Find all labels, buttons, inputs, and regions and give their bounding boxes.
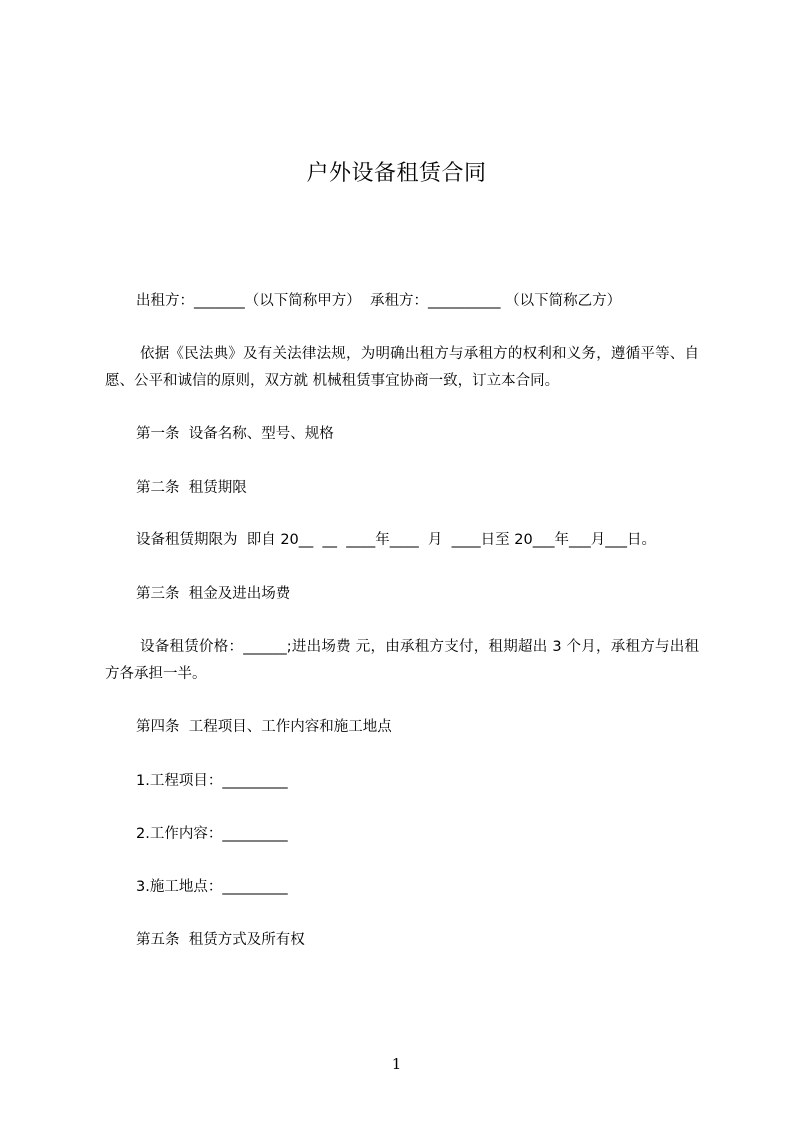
article-4-item-2: 2.工作内容：_________ (136, 826, 288, 842)
article-4-item-3: 3.施工地点：_________ (136, 879, 288, 895)
document-title: 户外设备租赁合同 (306, 160, 487, 186)
parties-line: 出租方：_______（以下简称甲方） 承租方：__________ （以下简称乙方） (136, 293, 622, 309)
page-number: 1 (391, 1055, 402, 1073)
article-4-heading: 第四条 工程项目、工作内容和施工地点 (136, 719, 392, 735)
article-1-heading: 第一条 设备名称、型号、规格 (136, 426, 334, 442)
article-4-item-1: 1.工程项目：_________ (136, 773, 288, 789)
article-2-heading: 第二条 租赁期限 (136, 480, 247, 496)
article-5-heading: 第五条 租赁方式及所有权 (136, 932, 305, 948)
intro-paragraph: 依据《民法典》及有关法律法规，为明确出租方与承租方的权利和义务，遵循平等、自愿、公平和诚信的原则，双方就 机械租赁事宜协商一致，订立本合同。 (105, 346, 699, 389)
article-3-heading: 第三条 租金及进出场费 (136, 586, 291, 602)
article-2-text: 设备租赁期限为 即自 20__ __ ____年____ 月 ____日至 20___年___月___日。 (136, 532, 656, 548)
article-3-paragraph: 设备租赁价格：______;进出场费 元，由承租方支付，租期超出 3 个月，承租方与出租方各承担一半。 (105, 639, 699, 682)
